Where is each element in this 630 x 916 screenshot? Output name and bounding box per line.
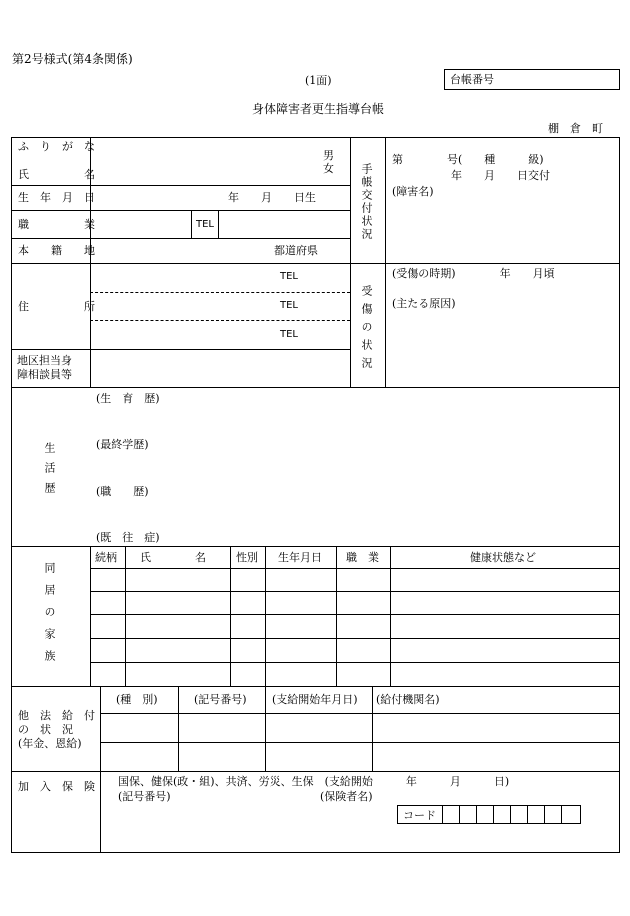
domicile-label: 本 籍 地 bbox=[18, 244, 95, 257]
table-line bbox=[230, 546, 231, 686]
code-cell-divider bbox=[544, 806, 545, 824]
family-header-relation: 続柄 bbox=[95, 551, 117, 564]
insurance-symbol-label: (記号番号) bbox=[118, 790, 171, 803]
table-line bbox=[372, 686, 373, 771]
gender-female[interactable]: 女 bbox=[323, 162, 334, 175]
other-benefits-label-line3: (年金、恩給) bbox=[18, 737, 82, 750]
family-header-gender: 性別 bbox=[236, 551, 258, 564]
prefecture-label: 都道府県 bbox=[274, 244, 318, 257]
table-row-line bbox=[90, 614, 620, 615]
benefits-header-symbol: (記号番号) bbox=[194, 693, 247, 706]
code-field[interactable] bbox=[397, 805, 581, 824]
section-divider bbox=[350, 137, 351, 387]
family-header-occupation: 職 業 bbox=[346, 551, 379, 564]
table-row-line bbox=[90, 638, 620, 639]
row-line bbox=[11, 771, 620, 772]
main-cause-label: (主たる原因) bbox=[392, 297, 456, 310]
cell-line bbox=[218, 210, 219, 238]
row-line bbox=[11, 185, 350, 186]
table-line bbox=[90, 546, 91, 686]
row-line bbox=[11, 210, 350, 211]
town-name: 棚 倉 町 bbox=[548, 122, 603, 135]
row-line bbox=[11, 238, 350, 239]
table-line bbox=[265, 546, 266, 686]
insurance-types[interactable]: 国保、健保(政・組)、共済、労災、生保 (支給開始 年 月 日) bbox=[118, 775, 510, 788]
code-cell-divider bbox=[493, 806, 494, 824]
table-line bbox=[265, 686, 266, 771]
code-cell-divider bbox=[442, 806, 443, 824]
form-number: 第2号様式(第4条関係) bbox=[12, 52, 133, 66]
disability-name-label: (障害名) bbox=[392, 185, 434, 198]
other-benefits-label-line2: の 状 況 bbox=[18, 723, 73, 736]
family-header-health: 健康状態など bbox=[470, 551, 536, 564]
tel-label: TEL bbox=[280, 271, 298, 282]
benefits-header-type: (種 別) bbox=[116, 693, 158, 706]
injury-time[interactable]: (受傷の時期) 年 月頃 bbox=[392, 267, 555, 280]
page-title: 身体障害者更生指導台帳 bbox=[252, 102, 385, 116]
code-cell-divider bbox=[459, 806, 460, 824]
notebook-status-label: 手帳交付状況 bbox=[360, 163, 373, 241]
name-label: 氏 名 bbox=[18, 168, 95, 181]
table-line bbox=[178, 686, 179, 771]
table-row-line bbox=[100, 742, 620, 743]
medical-history-label: (既 往 症) bbox=[96, 531, 160, 544]
notebook-issue-date[interactable]: 年 月 日交付 bbox=[451, 169, 550, 182]
benefits-header-agency: (給付機関名) bbox=[376, 693, 440, 706]
benefits-header-start-date: (支給開始年月日) bbox=[272, 693, 358, 706]
other-benefits-label-line1: 他 法 給 付 bbox=[18, 709, 95, 722]
code-label: コード bbox=[403, 809, 436, 822]
address-label: 住 所 bbox=[18, 300, 95, 313]
section-divider bbox=[385, 137, 386, 387]
upbringing-label: (生 育 歴) bbox=[96, 392, 160, 405]
life-history-label: 生活歴 bbox=[43, 442, 56, 502]
birthdate-label: 生 年 月 日 bbox=[18, 191, 95, 204]
row-line bbox=[11, 546, 620, 547]
table-row-line bbox=[90, 568, 620, 569]
ledger-number-field[interactable] bbox=[444, 69, 620, 90]
family-header-birthdate: 生年月日 bbox=[278, 551, 322, 564]
cell-line bbox=[191, 210, 192, 238]
gender-male[interactable]: 男 bbox=[323, 149, 334, 162]
notebook-number[interactable]: 第 号( 種 級) bbox=[392, 153, 544, 166]
family-header-name: 氏 名 bbox=[140, 551, 206, 564]
counselor-label-line1: 地区担当身 bbox=[17, 354, 72, 367]
row-line bbox=[11, 263, 350, 264]
cohabiting-family-label: 同居の家族 bbox=[43, 562, 56, 672]
tel-label: TEL bbox=[280, 329, 298, 340]
code-cell-divider bbox=[527, 806, 528, 824]
code-cell-divider bbox=[510, 806, 511, 824]
table-row-line bbox=[100, 713, 620, 714]
row-line bbox=[11, 387, 620, 388]
counselor-label-line2: 障相談員等 bbox=[17, 368, 72, 381]
table-row-line bbox=[90, 662, 620, 663]
address-line bbox=[90, 292, 350, 293]
page-indicator: (1面) bbox=[305, 74, 332, 87]
table-line bbox=[390, 546, 391, 686]
insurer-name-label: (保険者名) bbox=[320, 790, 373, 803]
table-line bbox=[125, 546, 126, 686]
tel-label: TEL bbox=[280, 300, 298, 311]
table-line bbox=[336, 546, 337, 686]
furigana-label: ふ り が な bbox=[18, 140, 95, 153]
address-line bbox=[90, 320, 350, 321]
row-line bbox=[11, 349, 350, 350]
occupation-label: 職 業 bbox=[18, 218, 95, 231]
table-line bbox=[100, 686, 101, 853]
work-history-label: (職 歴) bbox=[96, 485, 149, 498]
tel-label: TEL bbox=[196, 219, 214, 230]
row-line bbox=[11, 686, 620, 687]
insurance-label: 加 入 保 険 bbox=[18, 780, 95, 793]
table-row-line bbox=[90, 591, 620, 592]
education-label: (最終学歴) bbox=[96, 438, 149, 451]
ledger-number-label: 台帳番号 bbox=[450, 73, 494, 86]
row-line bbox=[350, 263, 620, 264]
code-cell-divider bbox=[476, 806, 477, 824]
injury-status-label: 受傷の状況 bbox=[360, 285, 373, 375]
code-cell-divider bbox=[561, 806, 562, 824]
birthdate-value[interactable]: 年 月 日生 bbox=[228, 191, 316, 204]
